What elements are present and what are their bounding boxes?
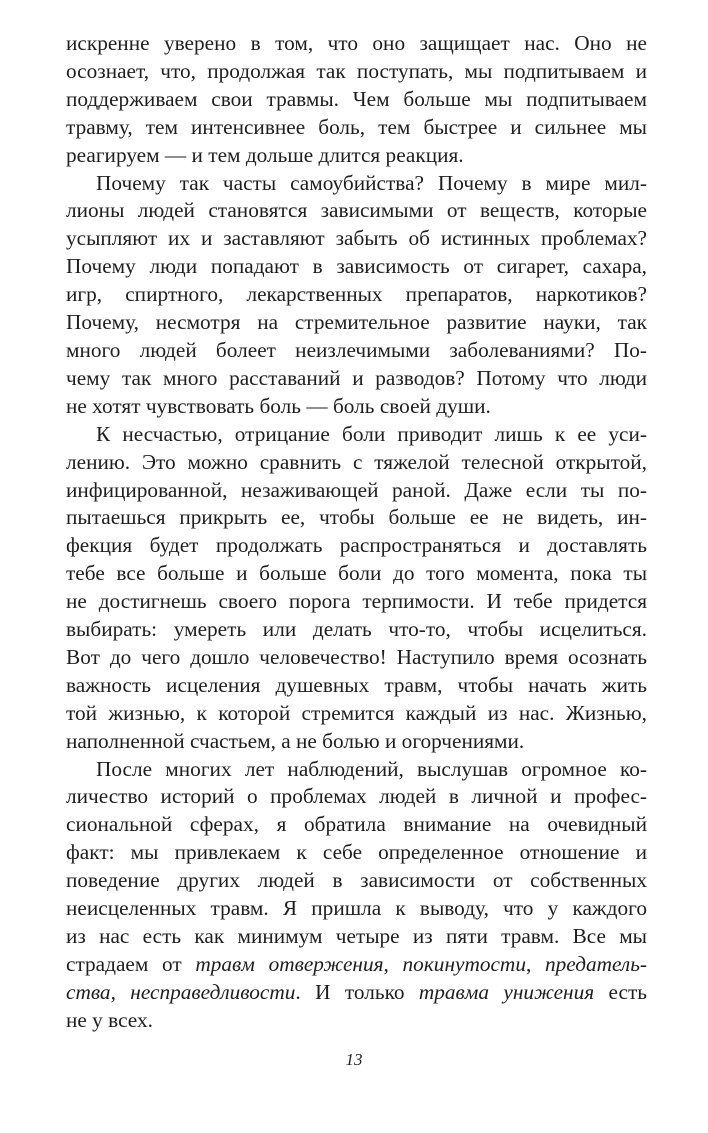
text-segment: много людей болеет неизлечимыми заболеваниями? По- — [66, 337, 647, 362]
paragraph — [66, 421, 647, 756]
text-line — [66, 225, 647, 253]
text-segment: Вот до чего дошло человечество! Наступило время осознать — [66, 644, 647, 669]
text-line — [66, 365, 647, 393]
text-line — [66, 783, 647, 811]
text-segment: не хотят чувствовать боль — боль своей души. — [66, 393, 491, 418]
text-line — [66, 700, 647, 728]
page-body — [66, 30, 647, 1035]
text-line — [66, 86, 647, 114]
text-line — [66, 532, 647, 560]
text-line — [66, 253, 647, 281]
text-segment: не достигнешь своего порога терпимости. И тебе придется — [66, 589, 647, 614]
italic-text: покинутости — [402, 951, 526, 976]
text-segment: лению. Это можно сравнить с тяжелой телесной открытой, — [66, 449, 647, 474]
paragraph — [66, 170, 647, 421]
text-segment: усыпляют их и заставляют забыть об истинных проблемах? — [66, 226, 647, 251]
text-segment: выбирать: умереть или делать что-то, чтобы исцелиться. — [66, 617, 647, 642]
text-line — [66, 30, 647, 58]
text-segment: инфицированной, незаживающей раной. Даже если ты по- — [66, 477, 647, 502]
text-segment: фекция будет продолжать распространяться и доставлять — [66, 533, 647, 558]
text-segment: из нас есть как минимум четыре из пяти травм. Все мы — [66, 924, 647, 948]
text-line — [66, 616, 647, 644]
italic-text: ства — [66, 979, 111, 1004]
text-segment: пытаешься прикрыть ее, чтобы больше ее не видеть, ин- — [66, 505, 647, 530]
text-segment: К несчастью, отрицание боли приводит лишь к ее уси- — [96, 421, 647, 446]
text-line — [66, 644, 647, 672]
text-segment: , — [383, 951, 403, 976]
text-segment: игр, спиртного, лекарственных препаратов, наркотиков? — [66, 282, 647, 307]
text-line — [66, 114, 647, 142]
text-line — [66, 951, 647, 979]
paragraph — [66, 30, 647, 170]
text-segment: Почему так часты самоубийства? Почему в мире мил- — [96, 170, 647, 195]
text-segment: После многих лет наблюдений, выслушав огромное ко- — [96, 756, 647, 781]
text-segment: сиональной сферах, я обратила внимание на очевидный — [66, 812, 647, 837]
text-segment: важность исцеления душевных травм, чтобы начать жить — [66, 672, 647, 697]
text-line — [66, 811, 647, 839]
text-segment: страдаем от — [66, 951, 196, 976]
text-line — [66, 895, 647, 923]
text-line — [66, 421, 647, 449]
italic-text: предатель- — [544, 951, 647, 976]
text-line — [66, 142, 647, 170]
text-segment: лионы людей становятся зависимыми от веществ, которые — [66, 198, 647, 223]
text-segment: поддерживаем свои травмы. Чем больше мы подпитываем — [66, 86, 647, 111]
text-segment: неисцеленных травм. Я пришла к выводу, что у каждого — [66, 896, 647, 921]
text-line — [66, 197, 647, 225]
text-line — [66, 281, 647, 309]
text-line — [66, 923, 647, 951]
text-line — [66, 839, 647, 867]
text-line — [66, 979, 647, 1007]
text-segment: наполненной счастьем, а не болью и огорчениями. — [66, 728, 525, 753]
paragraph — [66, 756, 647, 1035]
text-line — [66, 672, 647, 700]
text-line — [66, 756, 647, 784]
text-segment: есть — [594, 979, 647, 1004]
text-segment: реагируем — и тем дольше длится реакция. — [66, 142, 464, 167]
italic-text: травм отвержения — [195, 951, 384, 976]
text-segment: чему так много расставаний и разводов? Потому что люди — [66, 365, 647, 390]
text-segment: Почему, несмотря на стремительное развитие науки, так — [66, 310, 647, 335]
text-segment: личество историй о проблемах людей в личной и профес- — [66, 784, 647, 809]
text-line — [66, 504, 647, 532]
text-segment: тебе все больше и больше боли до того момента, пока ты — [66, 561, 647, 586]
italic-text: несправедливости — [130, 979, 296, 1004]
text-segment: Почему люди попадают в зависимость от сигарет, сахара, — [66, 254, 647, 279]
text-segment: искренне уверено в том, что оно защищает нас. Оно не — [66, 31, 647, 55]
text-segment: травму, тем интенсивнее боль, тем быстрее и сильнее мы — [66, 114, 647, 139]
text-line — [66, 449, 647, 477]
text-line — [66, 337, 647, 365]
text-segment: той жизнью, к которой стремится каждый из нас. Жизнью, — [66, 700, 647, 725]
text-line — [66, 477, 647, 505]
text-line — [66, 867, 647, 895]
text-line — [66, 309, 647, 337]
text-segment: , — [110, 979, 131, 1004]
text-segment: не у всех. — [66, 1007, 153, 1032]
text-segment: факт: мы привлекаем к себе определенное отношение и — [66, 840, 647, 865]
text-line — [66, 393, 647, 421]
text-line — [66, 560, 647, 588]
italic-text: травма унижения — [418, 979, 595, 1004]
text-segment: осознает, что, продолжая так поступать, мы подпитываем и — [66, 58, 647, 83]
text-line — [66, 1007, 647, 1035]
text-segment: , — [525, 951, 545, 976]
text-line — [66, 58, 647, 86]
text-line — [66, 170, 647, 198]
text-segment: . И только — [295, 979, 419, 1004]
text-line — [66, 588, 647, 616]
page-number: 13 — [345, 1050, 363, 1069]
text-segment: поведение других людей в зависимости от собственных — [66, 868, 647, 893]
text-line — [66, 728, 647, 756]
